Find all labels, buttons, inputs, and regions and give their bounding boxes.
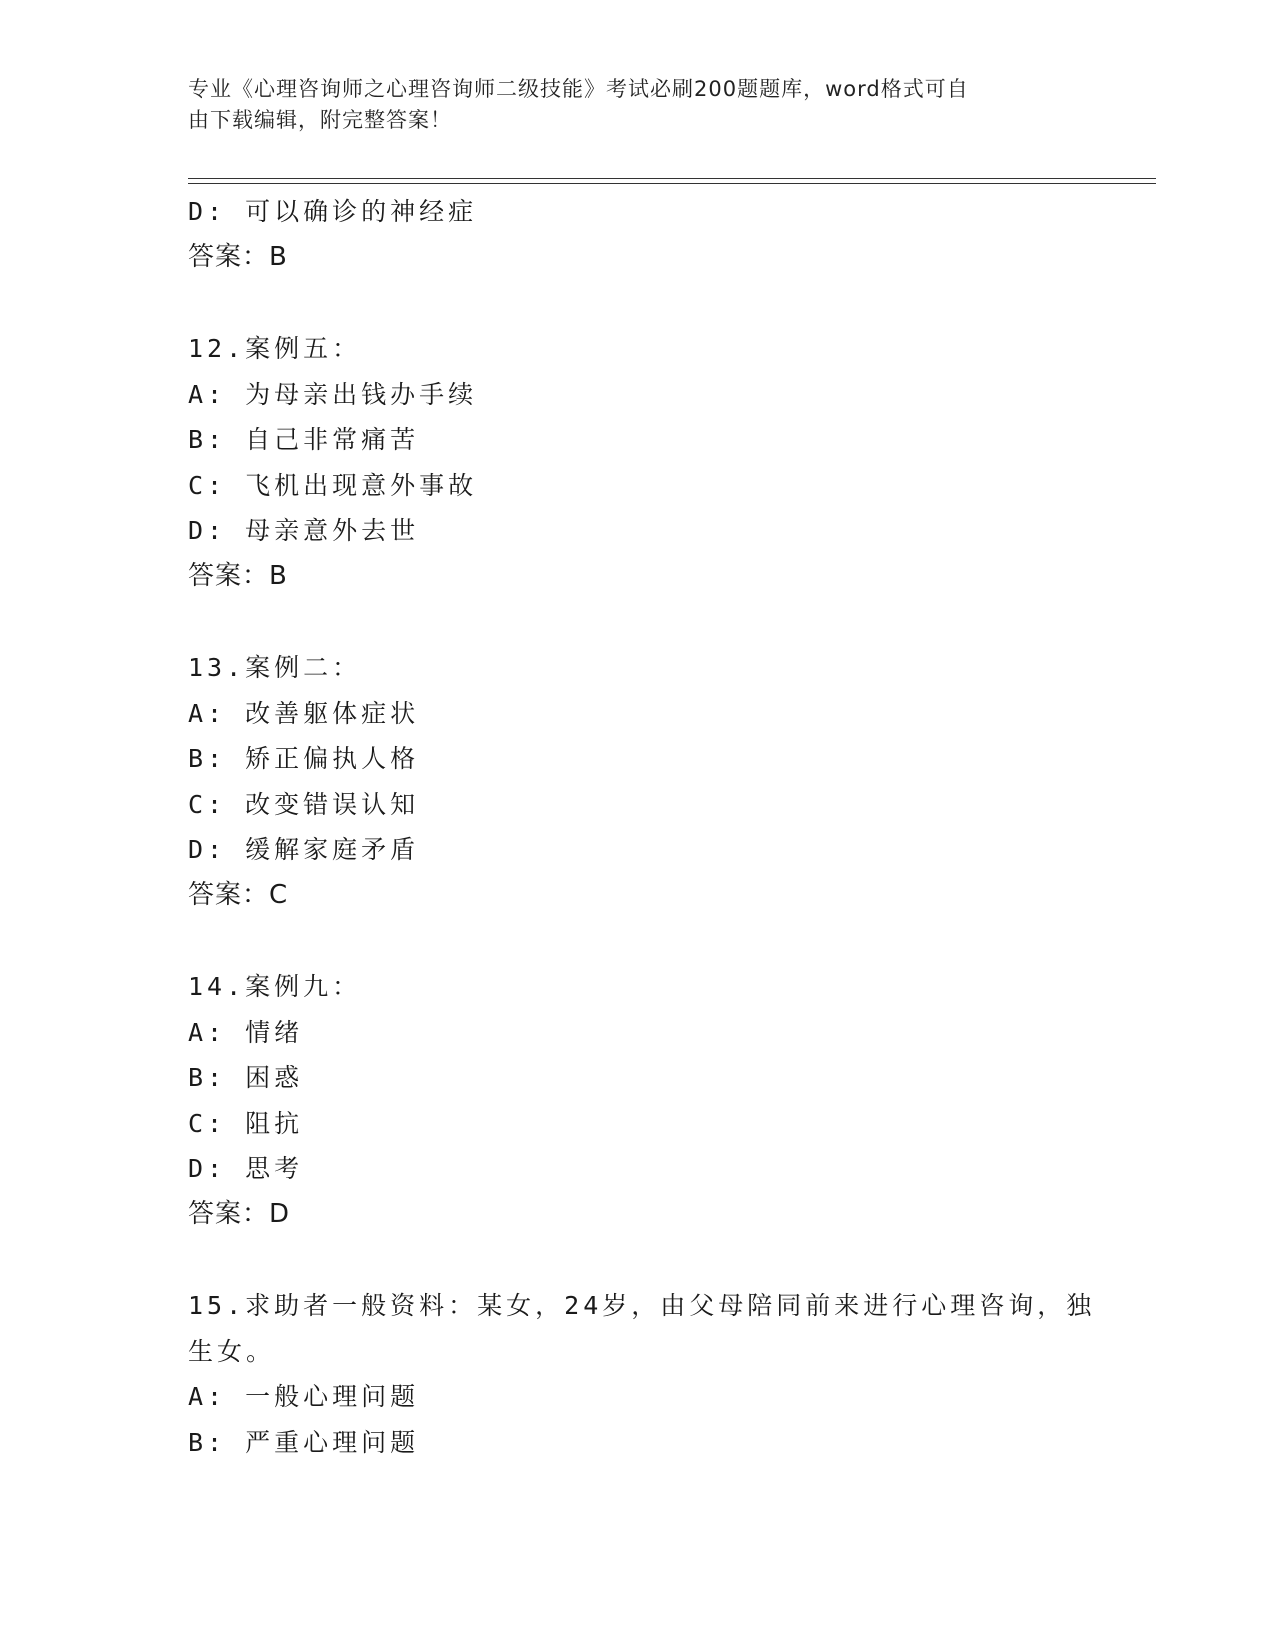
answer: 答案：B bbox=[188, 241, 288, 272]
question-15 bbox=[188, 1283, 1096, 1465]
option-c: C: 改变错误认知 bbox=[188, 789, 420, 819]
option-d: D: 缓解家庭矛盾 bbox=[188, 835, 420, 864]
document-header bbox=[188, 74, 1068, 136]
spacer bbox=[188, 280, 1088, 326]
header-rule-bottom bbox=[188, 183, 1156, 184]
header-line-2: 由下载编辑，附完整答案！ bbox=[188, 108, 452, 132]
option-d: D: 母亲意外去世 bbox=[188, 516, 420, 545]
question-stem-line-1: 15.求助者一般资料：某女，24岁，由父母陪同前来进行心理咨询，独 bbox=[188, 1291, 1096, 1320]
question-14 bbox=[188, 964, 1088, 1237]
spacer bbox=[188, 599, 1088, 645]
option-c: C: 阻抗 bbox=[188, 1108, 304, 1138]
option-a: A: 一般心理问题 bbox=[188, 1382, 420, 1411]
question-stem: 14.案例九： bbox=[188, 972, 362, 1001]
option-d: D: 思考 bbox=[188, 1154, 304, 1183]
question-stem: 12.案例五： bbox=[188, 334, 362, 363]
spacer bbox=[188, 918, 1088, 964]
question-list bbox=[188, 189, 1096, 1465]
question-stem: 13.案例二： bbox=[188, 653, 362, 682]
option-b: B: 自己非常痛苦 bbox=[188, 425, 420, 454]
answer: 答案：D bbox=[188, 1198, 291, 1229]
option-b: B: 困惑 bbox=[188, 1063, 304, 1092]
option-b: B: 矫正偏执人格 bbox=[188, 744, 420, 773]
option-b: B: 严重心理问题 bbox=[188, 1427, 420, 1457]
option-a: A: 情绪 bbox=[188, 1017, 304, 1047]
option-a: A: 改善躯体症状 bbox=[188, 698, 420, 728]
question-12 bbox=[188, 326, 1088, 599]
spacer bbox=[188, 1237, 1088, 1283]
header-rule-top bbox=[188, 178, 1156, 179]
question-13 bbox=[188, 645, 1088, 918]
option-a: A: 为母亲出钱办手续 bbox=[188, 379, 478, 409]
option-c: C: 飞机出现意外事故 bbox=[188, 470, 478, 500]
header-line-1: 专业《心理咨询师之心理咨询师二级技能》考试必刷200题题库，word格式可自 bbox=[188, 77, 969, 101]
question-stem-line-2: 生女。 bbox=[188, 1336, 276, 1366]
option-d: D: 可以确诊的神经症 bbox=[188, 197, 478, 226]
answer: 答案：B bbox=[188, 560, 288, 591]
answer: 答案：C bbox=[188, 879, 289, 910]
